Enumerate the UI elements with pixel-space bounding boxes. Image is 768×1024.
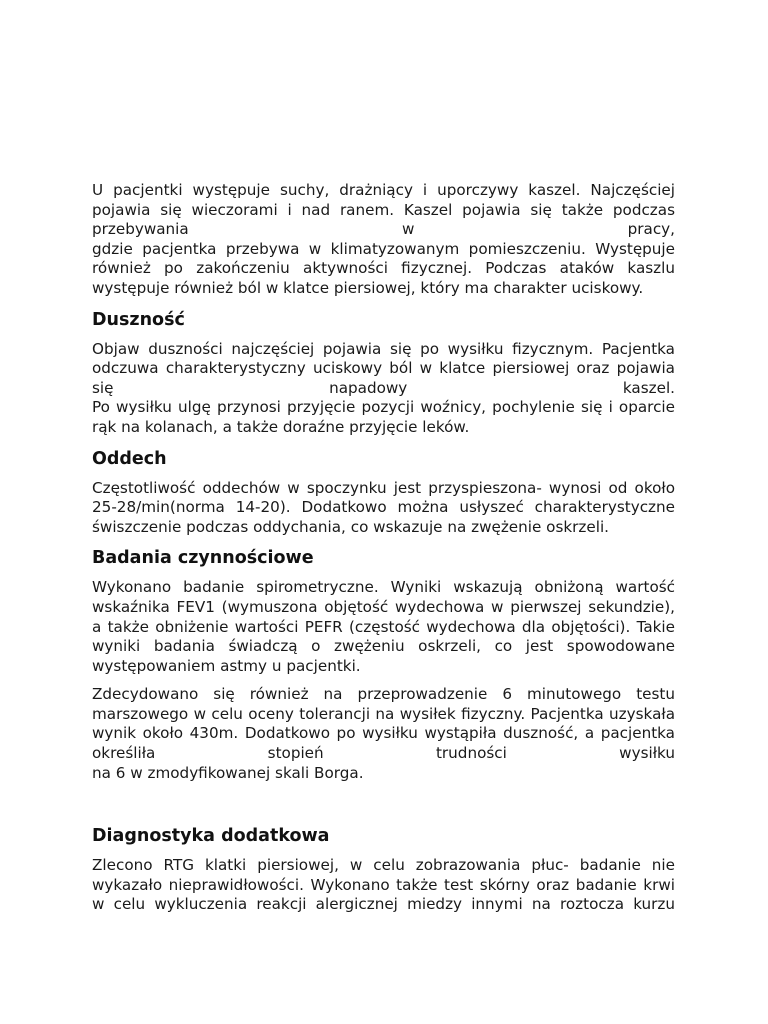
paragraph-test-marszowy: [92, 685, 675, 783]
paragraph-spirometria: Wykonano badanie spirometryczne. Wyniki wskazują obniżoną wartość wskaźnika FEV1 (wymuszona objętość wydechowa w pierwszej sekundzie), a także obniżenie wartości PEFR (częstość wydechowa dla objętości). Takie wyniki badania świadczą o zwężeniu oskrzeli, co jest spowodowane występowaniem astmy u pacjentki.: [92, 578, 675, 675]
paragraph-dusznosc: [92, 340, 675, 438]
paragraph-kaszel: [92, 181, 675, 299]
paragraph-kaszel-part2: gdzie pacjentka przebywa w klimatyzowanym pomieszczeniu. Występuje również po zakończeniu aktywności fizycznej. Podczas ataków kaszlu występuje również ból w klatce piersiowej, który ma charakter uciskowy.: [92, 239, 675, 297]
paragraph-oddech: Częstotliwość oddechów w spoczynku jest przyspieszona- wynosi od około 25-28/min(norma 14-20). Dodatkowo można usłyszeć charakterystyczne świszczenie podczas oddychania, co wskazuje na zwężenie oskrzeli.: [92, 478, 675, 536]
document-page: [92, 181, 675, 915]
heading-badania: Badania czynnościowe: [92, 548, 314, 569]
paragraph-dusznosc-part1: Objaw duszności najczęściej pojawia się po wysiłku fizycznym. Pacjentka odczuwa charakterystyczny uciskowy ból w klatce piersiowej oraz pojawia się napadowy kaszel.: [92, 339, 675, 397]
heading-diagnostyka: Diagnostyka dodatkowa: [92, 826, 330, 847]
heading-oddech: Oddech: [92, 448, 167, 469]
paragraph-dusznosc-part2: Po wysiłku ulgę przynosi przyjęcie pozycji woźnicy, pochylenie się i oparcie rąk na kolanach, a także doraźne przyjęcie leków.: [92, 398, 675, 436]
heading-dusznosc: Duszność: [92, 309, 185, 330]
paragraph-kaszel-part1: U pacjentki występuje suchy, drażniący i uporczywy kaszel. Najczęściej pojawia się wieczorami i nad ranem. Kaszel pojawia się także podczas przebywania w pracy,: [92, 181, 675, 239]
paragraph-test-marszowy-part2: na 6 w zmodyfikowanej skali Borga.: [92, 763, 364, 782]
paragraph-test-marszowy-part1: Zdecydowano się również na przeprowadzenie 6 minutowego testu marszowego w celu oceny tolerancji na wysiłek fizyczny. Pacjentka uzyskała wynik około 430m. Dodatkowo po wysiłku wystąpiła duszność, a pacjentka określiła stopień trudności wysiłku: [92, 685, 675, 763]
paragraph-diagnostyka: Zlecono RTG klatki piersiowej, w celu zobrazowania płuc- badanie nie wykazało nieprawidłowości. Wykonano także test skórny oraz badanie krwi w celu wykluczenia reakcji alergicznej miedzy innymi na roztocza kurzu: [92, 856, 675, 914]
